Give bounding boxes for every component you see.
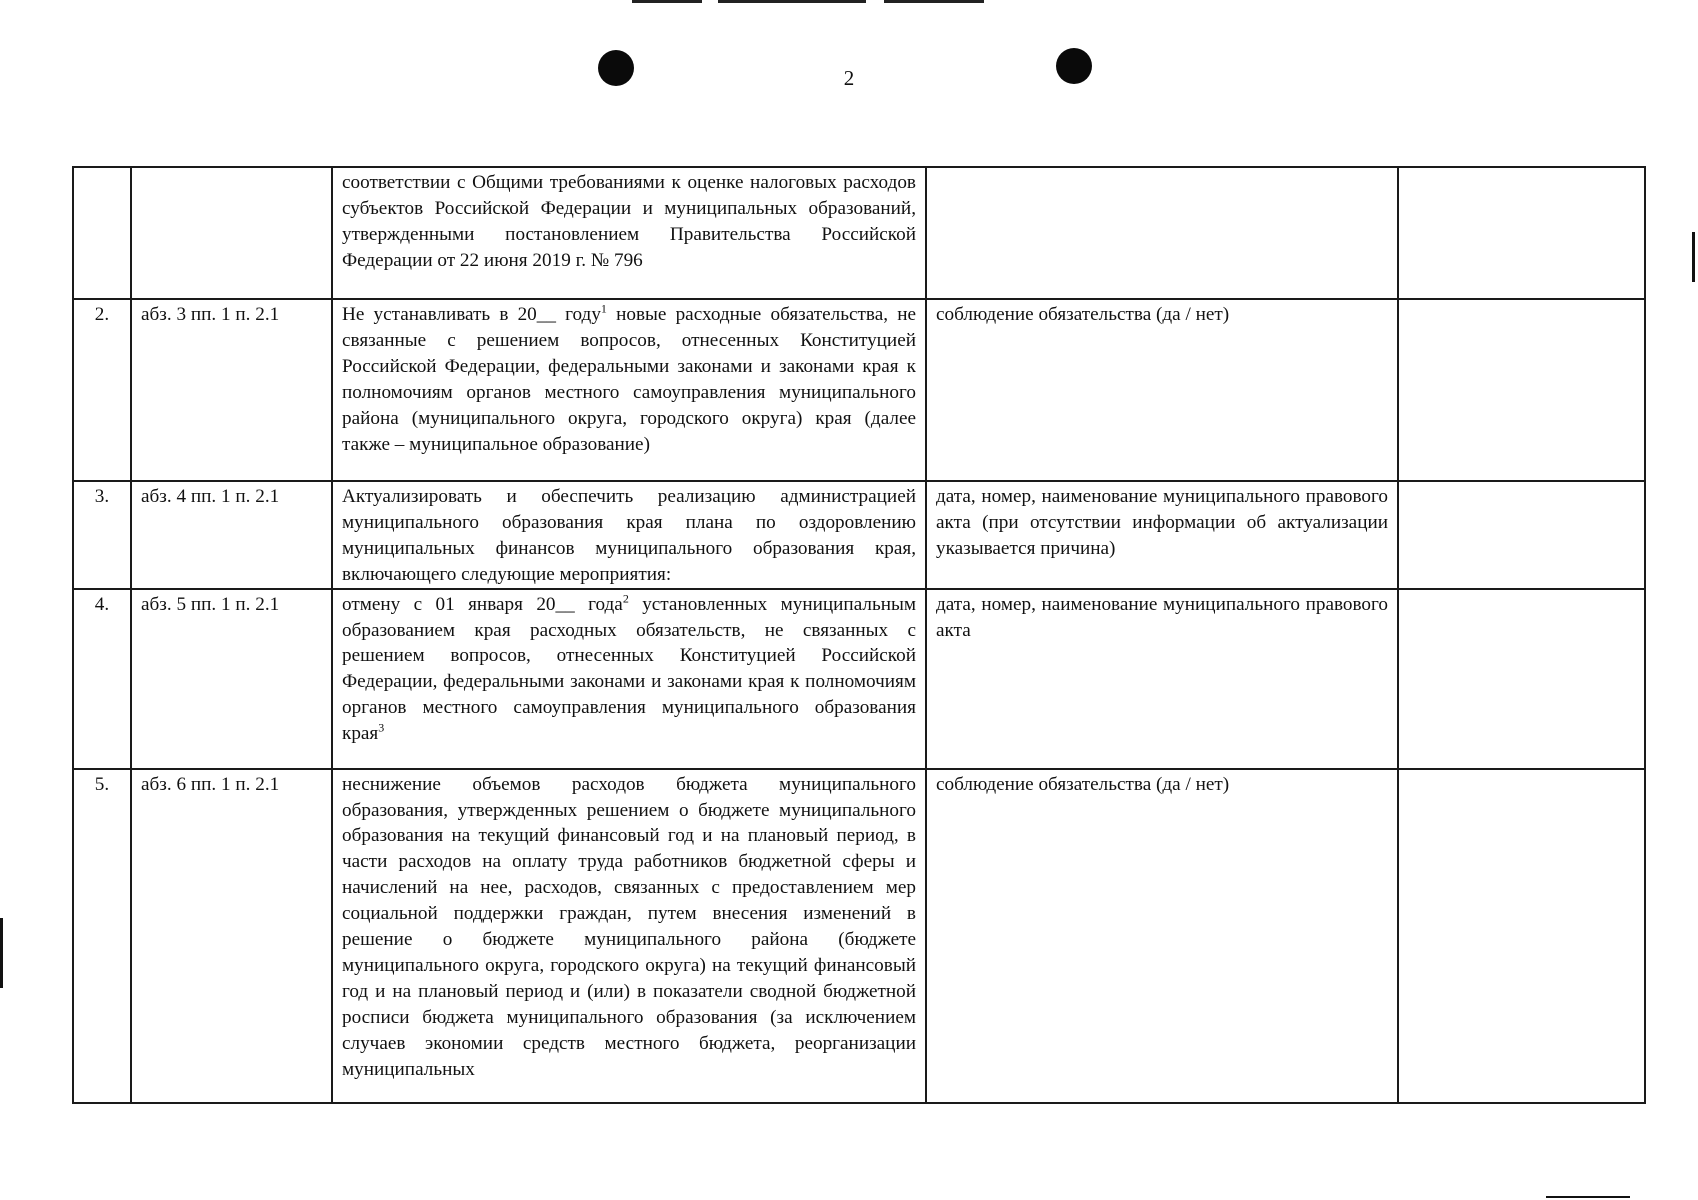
row-obligation-text: соответствии с Общими требованиями к оценке налоговых расходов субъектов Российской Федерации и муниципальных образований, утвержденными постановлением Правительства Российской Федерации от 22 июня 2019 г. № 796 <box>332 167 926 299</box>
row-reference: абз. 3 пп. 1 п. 2.1 <box>131 299 332 481</box>
row-obligation-text <box>332 589 926 769</box>
row-reference: абз. 6 пп. 1 п. 2.1 <box>131 769 332 1103</box>
scan-edge-mark-right <box>1692 232 1695 282</box>
text-after-footnote: установленных муниципальным образованием края расходных обязательств, не связанных с решением вопросов, отнесенных Конституцией Российской Федерации, федеральными законами и законами края к полномочиям органов местного самоуправления муниципального образования края <box>342 593 917 745</box>
row-reference: абз. 5 пп. 1 п. 2.1 <box>131 589 332 769</box>
footnote-marker: 2 <box>622 591 629 606</box>
footnote-marker: 1 <box>600 301 607 316</box>
table-row <box>73 589 1645 769</box>
row-obligation-text <box>332 299 926 481</box>
row-number: 5. <box>73 769 131 1103</box>
text-before-footnote: Не устанавливать в 20__ году <box>342 304 601 325</box>
row-number: 4. <box>73 589 131 769</box>
table-row <box>73 481 1645 589</box>
obligations-table <box>72 166 1646 1104</box>
scan-line-1 <box>632 0 702 3</box>
table-row <box>73 167 1645 299</box>
table-row <box>73 769 1645 1103</box>
footnote-marker-end: 3 <box>378 720 385 735</box>
row-value <box>1398 167 1645 299</box>
row-indicator <box>926 167 1398 299</box>
row-indicator: соблюдение обязательства (да / нет) <box>926 299 1398 481</box>
scan-edge-mark-left <box>0 918 3 988</box>
scan-line-3 <box>884 0 984 3</box>
row-number: 3. <box>73 481 131 589</box>
scan-line-2 <box>718 0 866 3</box>
row-number: 2. <box>73 299 131 481</box>
row-reference: абз. 4 пп. 1 п. 2.1 <box>131 481 332 589</box>
row-indicator: соблюдение обязательства (да / нет) <box>926 769 1398 1103</box>
row-value <box>1398 589 1645 769</box>
row-obligation-text: Актуализировать и обеспечить реализацию администрацией муниципального образования края плана по оздоровлению муниципальных финансов муниципального образования края, включающего следующие мероприятия: <box>332 481 926 589</box>
scan-edge-mark-bottom <box>1546 1196 1630 1198</box>
text-after-footnote: новые расходные обязательства, не связанные с решением вопросов, отнесенных Конституцией Российской Федерации, федеральными законами и законами края к полномочиям органов местного самоуправления муниципального района (муниципального округа, городского округа) края (далее также – муниципальное образование) <box>342 304 916 455</box>
row-reference <box>131 167 332 299</box>
row-value <box>1398 769 1645 1103</box>
row-number <box>73 167 131 299</box>
row-value <box>1398 299 1645 481</box>
page-number: 2 <box>843 66 855 90</box>
table-row <box>73 299 1645 481</box>
text-before-footnote: отмену с 01 января 20__ года <box>342 593 623 615</box>
row-value <box>1398 481 1645 589</box>
row-obligation-text: неснижение объемов расходов бюджета муниципального образования, утвержденных решением о бюджете муниципального образования на текущий финансовый год и на плановый период, в части расходов на оплату труда работников бюджетной сферы и начислений на нее, расходов, связанных с предоставлением мер социальной поддержки граждан, путем внесения изменений в решение о бюджете муниципального района (бюджете муниципального округа, городского округа) на текущий финансовый год и на плановый период и (или) в показатели сводной бюджетной росписи бюджета муниципального образования (за исключением случаев экономии средств местного бюджета, реорганизации муниципальных <box>332 769 926 1103</box>
row-indicator: дата, номер, наименование муниципального правового акта <box>926 589 1398 769</box>
row-indicator: дата, номер, наименование муниципального правового акта (при отсутствии информации об актуализации указывается причина) <box>926 481 1398 589</box>
